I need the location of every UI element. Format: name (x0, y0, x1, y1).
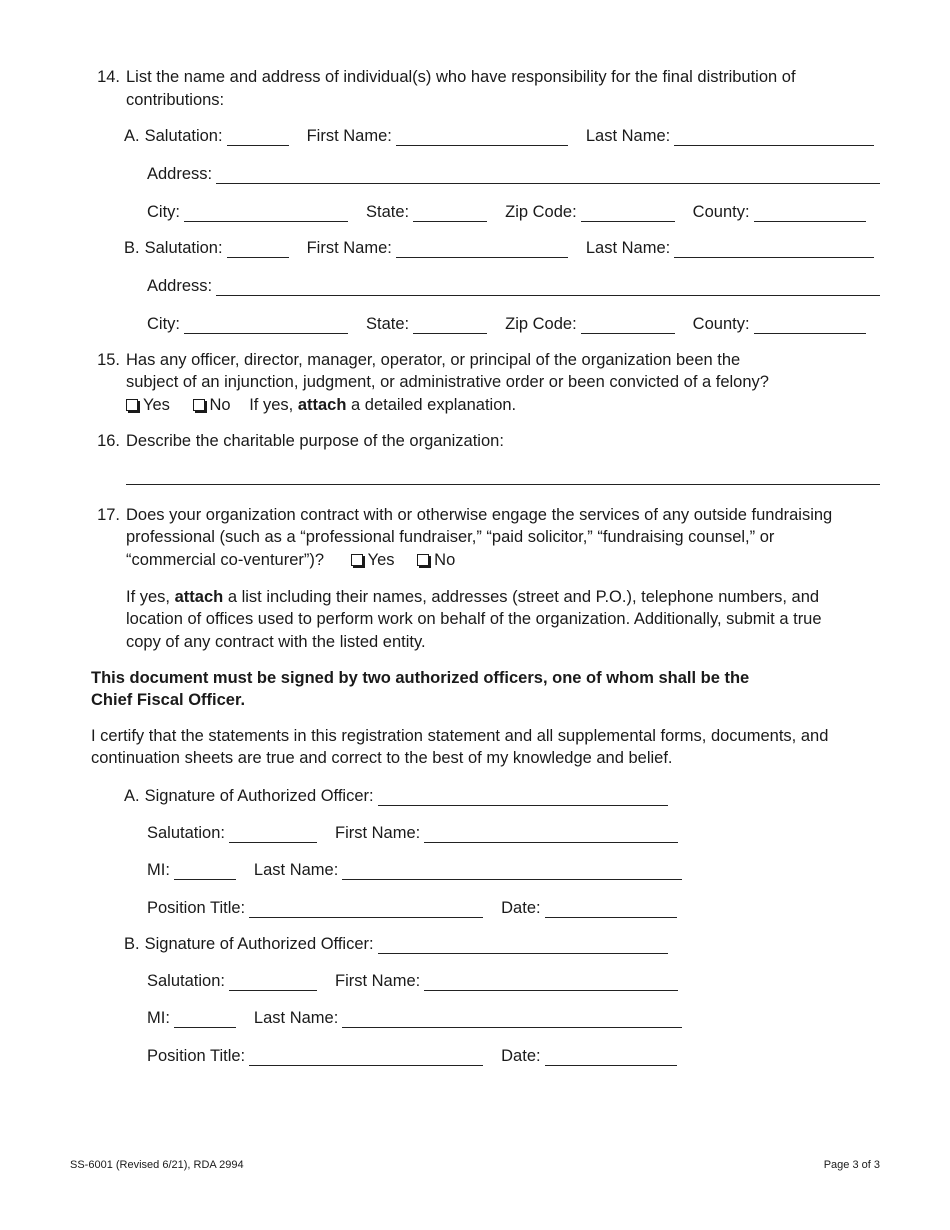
q14-b-city-field[interactable] (184, 317, 348, 334)
sig-b-first-name-field[interactable] (424, 974, 678, 991)
sig-a-salutation-label: Salutation: (147, 824, 225, 842)
footer-page-number: Page 3 of 3 (823, 1159, 880, 1171)
q14-b-last-name-label: Last Name: (585, 239, 671, 257)
q16-number: 16. (97, 432, 120, 450)
sig-a-mi-label: MI: (147, 861, 170, 879)
sig-b-date-label: Date: (501, 1047, 541, 1065)
q14-entry-a-name-row (124, 124, 874, 146)
sig-a-letter: A. (124, 787, 140, 805)
sig-b-position-field[interactable] (249, 1049, 483, 1066)
q17-yes-checkbox[interactable] (351, 554, 363, 566)
q14-b-salutation-field[interactable] (227, 241, 289, 258)
sig-b-signature-label: Signature of Authorized Officer: (144, 935, 374, 953)
sig-b-date-field[interactable] (545, 1049, 677, 1066)
q15-no-checkbox[interactable] (193, 399, 205, 411)
q17-p2-if-yes: If yes, (126, 588, 171, 606)
q14-a-address-field[interactable] (216, 167, 880, 184)
q14-entry-a-city-row (147, 200, 866, 222)
q14-a-county-field[interactable] (754, 205, 866, 222)
q15-yes-label: Yes (143, 396, 170, 414)
q14-a-state-label: State: (366, 203, 410, 221)
q14-a-zip-field[interactable] (581, 205, 675, 222)
q14-entry-b-address-row (147, 274, 880, 296)
sig-b-mi-row (147, 1006, 682, 1028)
sig-a-first-name-field[interactable] (424, 826, 678, 843)
sig-b-position-label: Position Title: (147, 1047, 246, 1065)
q15-line1: Has any officer, director, manager, operator, or principal of the organization been the (126, 351, 741, 369)
sig-b-name-row (147, 969, 678, 991)
q15-rest: a detailed explanation. (351, 396, 517, 414)
q14-a-salutation-field[interactable] (227, 129, 289, 146)
q14-number: 14. (97, 68, 120, 86)
q14-b-address-label: Address: (147, 277, 213, 295)
q14-b-address-field[interactable] (216, 279, 880, 296)
q14-b-salutation-label: Salutation: (144, 239, 223, 257)
q15-attach: attach (297, 396, 347, 414)
q17-p2-line1 (126, 586, 819, 609)
q17-line1: Does your organization contract with or otherwise engage the services of any outside fundraising (126, 506, 833, 524)
q14-b-first-name-field[interactable] (396, 241, 568, 258)
q14-entry-b-name-row (124, 236, 874, 258)
sig-a-last-name-label: Last Name: (253, 861, 339, 879)
q14-b-zip-field[interactable] (581, 317, 675, 334)
sig-a-last-name-field[interactable] (342, 863, 682, 880)
sig-a-position-row (147, 896, 677, 918)
signing-notice-line2: Chief Fiscal Officer. (91, 691, 246, 709)
sig-a-signature-field[interactable] (378, 789, 668, 806)
q17-p2-line3: copy of any contract with the listed entity. (126, 633, 426, 651)
q14-entry-b-city-row (147, 312, 866, 334)
certify-line1: I certify that the statements in this registration statement and all supplemental forms, documents, and (91, 727, 829, 745)
q17-no-checkbox[interactable] (417, 554, 429, 566)
q17-p2-line1-rest: a list including their names, addresses (street and P.O.), telephone numbers, and (227, 588, 820, 606)
q14-b-letter: B. (124, 239, 140, 257)
sig-a-mi-field[interactable] (174, 863, 236, 880)
sig-b-signature-row (124, 932, 668, 954)
q14-a-zip-label: Zip Code: (505, 203, 577, 221)
q16-text: Describe the charitable purpose of the organization: (126, 432, 504, 450)
q15-no-label: No (209, 396, 231, 414)
q15-answer-row (126, 394, 516, 417)
q14-a-city-label: City: (147, 203, 180, 221)
q14-entry-a-address-row (147, 162, 880, 184)
q14-a-state-field[interactable] (413, 205, 487, 222)
q14-b-state-field[interactable] (413, 317, 487, 334)
q17-line3: “commercial co-venturer”)? (126, 551, 325, 569)
q17-no-label: No (434, 551, 456, 569)
sig-b-last-name-field[interactable] (342, 1011, 682, 1028)
q14-b-city-label: City: (147, 315, 180, 333)
sig-a-first-name-label: First Name: (334, 824, 421, 842)
q14-a-last-name-label: Last Name: (585, 127, 671, 145)
q17-line2: professional (such as a “professional fundraiser,” “paid solicitor,” “fundraising counsel,” or (126, 528, 775, 546)
q14-a-county-label: County: (692, 203, 750, 221)
sig-a-name-row (147, 821, 678, 843)
q14-a-salutation-label: Salutation: (144, 127, 223, 145)
sig-b-salutation-label: Salutation: (147, 972, 225, 990)
q14-a-address-label: Address: (147, 165, 213, 183)
q14-a-first-name-label: First Name: (306, 127, 392, 145)
sig-b-salutation-field[interactable] (229, 974, 317, 991)
sig-a-date-field[interactable] (545, 901, 677, 918)
sig-b-position-row (147, 1044, 677, 1066)
q14-a-letter: A. (124, 127, 140, 145)
sig-a-mi-row (147, 858, 682, 880)
q14-a-first-name-field[interactable] (396, 129, 568, 146)
sig-a-signature-row (124, 784, 668, 806)
sig-b-mi-field[interactable] (174, 1011, 236, 1028)
sig-b-signature-field[interactable] (378, 937, 668, 954)
q14-b-county-field[interactable] (754, 317, 866, 334)
q14-b-first-name-label: First Name: (306, 239, 392, 257)
q17-p2-attach: attach (174, 588, 224, 606)
certify-line2: continuation sheets are true and correct to the best of my knowledge and belief. (91, 749, 673, 767)
q16-answer-field[interactable] (126, 468, 880, 485)
sig-b-letter: B. (124, 935, 140, 953)
q14-b-county-label: County: (692, 315, 750, 333)
q17-number: 17. (97, 506, 120, 524)
q15-if-yes: If yes, (249, 396, 294, 414)
sig-a-position-field[interactable] (249, 901, 483, 918)
footer-form-id: SS-6001 (Revised 6/21), RDA 2994 (70, 1159, 244, 1171)
sig-a-salutation-field[interactable] (229, 826, 317, 843)
sig-b-last-name-label: Last Name: (253, 1009, 339, 1027)
sig-b-mi-label: MI: (147, 1009, 170, 1027)
q17-p2-line2: location of offices used to perform work on behalf of the organization. Additionally, submit a true (126, 610, 822, 628)
q14-b-zip-label: Zip Code: (505, 315, 577, 333)
q15-line2: subject of an injunction, judgment, or administrative order or been convicted of a felony? (126, 373, 769, 391)
sig-a-position-label: Position Title: (147, 899, 246, 917)
q17-yes-label: Yes (367, 551, 395, 569)
sig-a-date-label: Date: (501, 899, 541, 917)
q14-text: List the name and address of individual(s) who have responsibility for the final distribution of contributions: (126, 68, 796, 109)
sig-a-signature-label: Signature of Authorized Officer: (144, 787, 374, 805)
q15-number: 15. (97, 351, 120, 369)
q15-yes-checkbox[interactable] (126, 399, 138, 411)
q17-line3-row (126, 549, 455, 572)
sig-b-first-name-label: First Name: (334, 972, 421, 990)
q14-b-last-name-field[interactable] (674, 241, 874, 258)
q14-b-state-label: State: (366, 315, 410, 333)
signing-notice-line1: This document must be signed by two authorized officers, one of whom shall be the (91, 669, 750, 687)
q14-a-city-field[interactable] (184, 205, 348, 222)
q14-a-last-name-field[interactable] (674, 129, 874, 146)
